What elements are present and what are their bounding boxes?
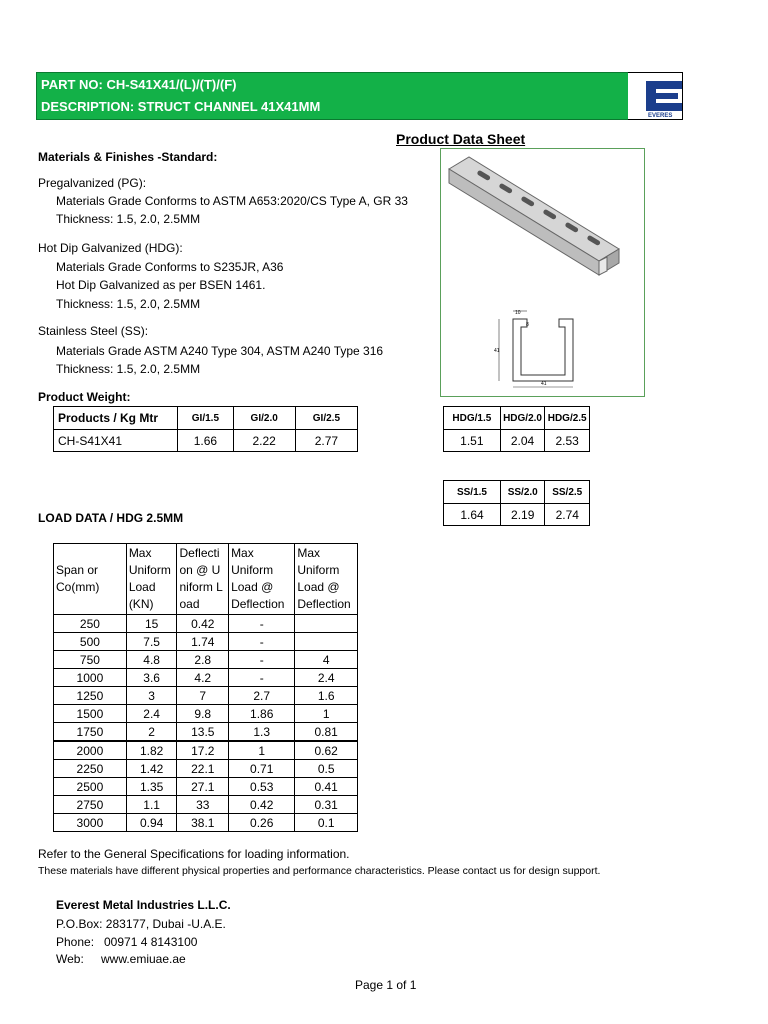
ss-cell: 1.64 — [444, 504, 501, 526]
load-table-body — [54, 615, 358, 832]
table-cell: 2.4 — [295, 669, 358, 687]
table-cell: 38.1 — [177, 814, 229, 832]
company-name: Everest Metal Industries L.L.C. — [56, 898, 231, 912]
ss-header: SS/2.0 — [500, 481, 545, 504]
load-heading: LOAD DATA / HDG 2.5MM — [38, 511, 184, 525]
sheet-title: Product Data Sheet — [396, 131, 526, 147]
table-cell: 0.53 — [229, 778, 295, 796]
table-cell: 1.6 — [295, 687, 358, 705]
gi-cell: 2.22 — [233, 430, 295, 452]
dim-top: 10 — [515, 310, 521, 316]
table-cell: 4.2 — [177, 669, 229, 687]
hdg-header: HDG/2.5 — [545, 407, 590, 430]
hdg-cell: 2.04 — [500, 430, 545, 452]
table-cell: 3.6 — [126, 669, 177, 687]
table-cell: 3000 — [54, 814, 127, 832]
table-cell: 2000 — [54, 741, 127, 760]
page-footer: Page 1 of 1 — [355, 978, 417, 992]
table-row — [54, 741, 358, 760]
refer-note: Refer to the General Specifications for loading information. — [38, 847, 350, 861]
table-cell: 2 — [126, 723, 177, 742]
table-cell: 0.62 — [295, 741, 358, 760]
table-cell: 1.42 — [126, 760, 177, 778]
table-cell: 22.1 — [177, 760, 229, 778]
table-row — [54, 687, 358, 705]
table-cell: 1.82 — [126, 741, 177, 760]
dim-bottom: 41 — [541, 381, 547, 387]
company-web: www.emiuae.ae — [101, 952, 186, 966]
table-cell: 0.42 — [177, 615, 229, 633]
ss-cell: 2.19 — [500, 504, 545, 526]
table-cell: 1.3 — [229, 723, 295, 742]
table-cell: 500 — [54, 633, 127, 651]
gi-header: GI/2.0 — [233, 407, 295, 430]
hdg-weight-table — [443, 406, 590, 452]
gi-cell: 1.66 — [178, 430, 233, 452]
part-number: PART NO: CH-S41X41/(L)/(T)/(F) — [41, 77, 237, 92]
table-cell: - — [229, 669, 295, 687]
table-cell: 0.81 — [295, 723, 358, 742]
table-cell: 17.2 — [177, 741, 229, 760]
materials-note: These materials have different physical properties and performance characteristics. Please contact us for design support. — [38, 865, 601, 877]
header-banner — [36, 72, 630, 120]
hdg-header: HDG/2.0 — [500, 407, 545, 430]
table-cell: 750 — [54, 651, 127, 669]
table-cell: 2.8 — [177, 651, 229, 669]
table-cell: 4.8 — [126, 651, 177, 669]
table-cell: 1.1 — [126, 796, 177, 814]
table-cell: 1000 — [54, 669, 127, 687]
table-row — [54, 723, 358, 742]
table-row — [54, 633, 358, 651]
table-row — [54, 669, 358, 687]
load-header: Span or Co(mm) — [54, 544, 127, 615]
gi-header: Products / Kg Mtr — [54, 407, 178, 430]
gi-header: GI/1.5 — [178, 407, 233, 430]
table-cell: 1 — [229, 741, 295, 760]
table-cell: 1250 — [54, 687, 127, 705]
table-cell: 0.41 — [295, 778, 358, 796]
table-cell: 0.71 — [229, 760, 295, 778]
hdg-header: HDG/1.5 — [444, 407, 501, 430]
weight-heading: Product Weight: — [38, 390, 131, 404]
table-cell: - — [229, 651, 295, 669]
table-cell: 250 — [54, 615, 127, 633]
table-row — [54, 778, 358, 796]
description: DESCRIPTION: STRUCT CHANNEL 41X41MM — [41, 99, 321, 114]
table-cell: 13.5 — [177, 723, 229, 742]
company-pobox: P.O.Box: 283177, Dubai -U.A.E. — [56, 917, 226, 931]
table-cell: 0.31 — [295, 796, 358, 814]
load-header: Max Uniform Load @ Deflection — [229, 544, 295, 615]
table-cell: 1 — [295, 705, 358, 723]
gi-cell: 2.77 — [295, 430, 357, 452]
table-row — [54, 705, 358, 723]
table-cell: 0.26 — [229, 814, 295, 832]
ss-cell: 2.74 — [545, 504, 590, 526]
ss-header: SS/1.5 — [444, 481, 501, 504]
pg-title: Pregalvanized (PG): — [38, 176, 147, 190]
table-cell: 1500 — [54, 705, 127, 723]
pg-line: Thickness: 1.5, 2.0, 2.5MM — [56, 212, 201, 226]
gi-header: GI/2.5 — [295, 407, 357, 430]
company-phone: 00971 4 8143100 — [104, 935, 198, 949]
table-cell: 27.1 — [177, 778, 229, 796]
ss-header: SS/2.5 — [545, 481, 590, 504]
table-cell: 3 — [126, 687, 177, 705]
logo-subtext: EVERES — [648, 113, 673, 119]
logo-icon — [628, 73, 682, 119]
table-cell: 1.86 — [229, 705, 295, 723]
hdg-line: Hot Dip Galvanized as per BSEN 1461. — [56, 278, 266, 292]
table-cell: 1.74 — [177, 633, 229, 651]
table-cell: - — [229, 633, 295, 651]
table-cell: - — [229, 615, 295, 633]
load-header: Max Uniform Load (KN) — [126, 544, 177, 615]
hdg-cell: 2.53 — [545, 430, 590, 452]
table-cell: 7.5 — [126, 633, 177, 651]
table-cell: 0.42 — [229, 796, 295, 814]
dim-side: 41 — [494, 348, 500, 354]
table-row — [54, 615, 358, 633]
ss-title: Stainless Steel (SS): — [38, 324, 149, 338]
ss-line: Thickness: 1.5, 2.0, 2.5MM — [56, 362, 201, 376]
load-data-table — [53, 543, 358, 832]
table-cell: 4 — [295, 651, 358, 669]
materials-heading: Materials & Finishes -Standard: — [38, 150, 218, 164]
load-header: Max Uniform Load @ Deflection — [295, 544, 358, 615]
table-cell: 2250 — [54, 760, 127, 778]
table-cell: 7 — [177, 687, 229, 705]
table-cell: 2750 — [54, 796, 127, 814]
table-cell: 2500 — [54, 778, 127, 796]
table-cell: 0.94 — [126, 814, 177, 832]
table-cell: 0.5 — [295, 760, 358, 778]
hdg-line: Materials Grade Conforms to S235JR, A36 — [56, 260, 284, 274]
dim-lip: 8 — [526, 322, 529, 328]
hdg-line: Thickness: 1.5, 2.0, 2.5MM — [56, 297, 201, 311]
table-cell: 2.4 — [126, 705, 177, 723]
table-row — [54, 651, 358, 669]
hdg-title: Hot Dip Galvanized (HDG): — [38, 241, 183, 255]
table-row — [54, 796, 358, 814]
table-cell: 2.7 — [229, 687, 295, 705]
company-logo — [628, 72, 683, 120]
pg-line: Materials Grade Conforms to ASTM A653:2020/CS Type A, GR 33 — [56, 194, 408, 208]
table-cell — [295, 633, 358, 651]
gi-weight-table — [53, 406, 358, 452]
table-cell: 1.35 — [126, 778, 177, 796]
table-cell: 1750 — [54, 723, 127, 742]
load-header: Deflection @ Uniform Load — [177, 544, 229, 615]
product-image-box — [440, 148, 645, 397]
table-cell: 33 — [177, 796, 229, 814]
company-phone-label: Phone: — [56, 935, 95, 949]
ss-line: Materials Grade ASTM A240 Type 304, ASTM A240 Type 316 — [56, 344, 384, 358]
table-cell: 0.1 — [295, 814, 358, 832]
company-web-label: Web: — [56, 952, 84, 966]
gi-cell: CH-S41X41 — [54, 430, 178, 452]
hdg-cell: 1.51 — [444, 430, 501, 452]
table-cell: 15 — [126, 615, 177, 633]
table-cell: 9.8 — [177, 705, 229, 723]
ss-weight-table — [443, 480, 590, 526]
table-row — [54, 814, 358, 832]
table-cell — [295, 615, 358, 633]
channel-illustration — [441, 149, 644, 396]
table-row — [54, 760, 358, 778]
